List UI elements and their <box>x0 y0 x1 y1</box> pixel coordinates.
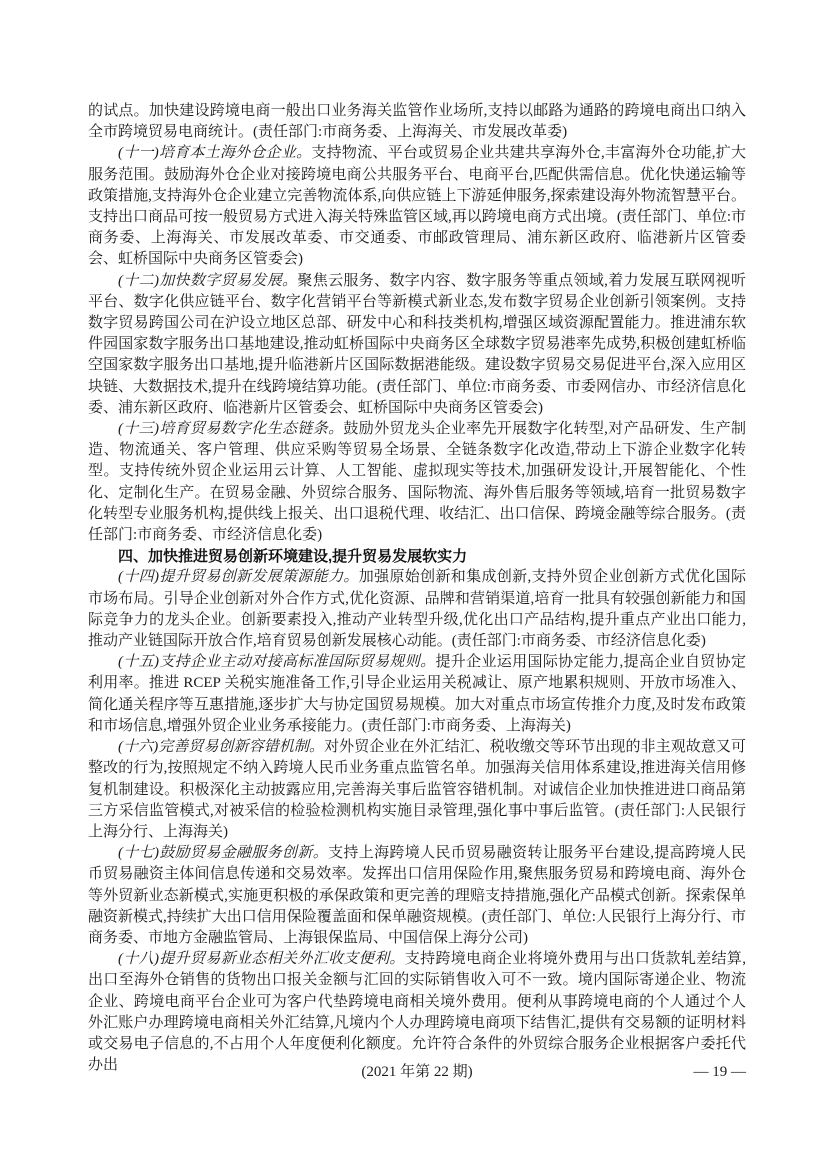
footer-page-number: — 19 — <box>693 1064 746 1080</box>
paragraph-lead: (十六)完善贸易创新容错机制。 <box>118 739 325 756</box>
paragraph-item-17 <box>88 843 746 949</box>
paragraph-item-11 <box>88 143 746 270</box>
paragraph-text: 支持跨境电商企业将境外费用与出口货款轧差结算,出口至海外仓销售的货物出口报关金额与汇回的实际销售收入可不一致。境内国际寄递企业、物流企业、跨境电商平台企业可为客户代垫跨境电商相关境外费用。便利从事跨境电商的个人通过个人外汇账户办理跨境电商相关外汇结算,凡境内个人办理跨境电商项下结售汇,提供有交易额的证明材料或交易电子信息的,不占用个人年度便利化额度。允许符合条件的外贸综合服务企业根据客户委托代办出 <box>88 951 746 1074</box>
paragraph-lead: (十八)提升贸易新业态相关外汇收支便利。 <box>118 951 405 968</box>
paragraph-text: 支持物流、平台或贸易企业共建共享海外仓,丰富海外仓功能,扩大服务范围。鼓励海外仓企业对接跨境电商公共服务平台、电商平台,匹配供需信息。优化快递运输等政策措施,支持海外仓企业建立完善物流体系,向供应链上下游延伸服务,探索建设海外物流智慧平台。支持出口商品可按一般贸易方式进入海关特殊监管区域,再以跨境电商方式出境。(责任部门、单位:市商务委、上海海关、市发展改革委、市交通委、市邮政管理局、浦东新区政府、临港新片区管委会、虹桥国际中央商务区管委会) <box>88 145 746 268</box>
paragraph-item-15 <box>88 652 746 737</box>
paragraph-text: 提升企业运用国际协定能力,提高企业自贸协定利用率。推进 RCEP 关税实施准备工作,引导企业运用关税减让、原产地累积规则、开放市场准入、简化通关程序等互惠措施,逐步扩大与协定国贸易规模。加大对重点市场宣传推介力度,及时发布政策和市场信息,增强外贸企业业务承接能力。(责任部门:市商务委、上海海关) <box>88 654 746 734</box>
paragraph-lead: (十二)加快数字贸易发展。 <box>118 272 298 289</box>
paragraph-text: 支持上海跨境人民币贸易融资转让服务平台建设,提高跨境人民币贸易融资主体间信息传递和交易效率。发挥出口信用保险作用,聚焦服务贸易和跨境电商、海外仓等外贸新业态新模式,实施更积极的承保政策和更完善的理赔支持措施,强化产品模式创新。探索保单融资新模式,持续扩大出口信用保险覆盖面和保单融资规模。(责任部门、单位:人民银行上海分行、市商务委、市地方金融监管局、上海银保监局、中国信保上海分公司) <box>88 845 746 946</box>
paragraph-text: 鼓励外贸龙头企业率先开展数字化转型,对产品研发、生产制造、物流通关、客户管理、供应采购等贸易全场景、全链条数字化改造,带动上下游企业数字化转型。支持传统外贸企业运用云计算、人工智能、虚拟现实等技术,加强研发设计,开展智能化、个性化、定制化生产。在贸易金融、外贸综合服务、国际物流、海外售后服务等领域,培育一批贸易数字化转型专业服务机构,提供线上报关、出口退税代理、收结汇、出口信保、跨境金融等综合服务。(责任部门:市商务委、市经济信息化委) <box>88 421 746 544</box>
paragraph-lead: (十四)提升贸易创新发展策源能力。 <box>118 569 359 586</box>
paragraph-continuation <box>88 101 746 143</box>
paragraph-item-12 <box>88 271 746 419</box>
section-heading-4: 四、加快推进贸易创新环境建设,提升贸易发展软实力 <box>118 548 468 566</box>
paragraph-text: 加强原始创新和集成创新,支持外贸企业创新方式优化国际市场布局。引导企业创新对外合作方式,优化资源、品牌和营销渠道,培育一批具有较强创新能力和国际竞争力的龙头企业。创新要素投入,推动产业转型升级,优化出口产品结构,提升重点产业出口能力,推动产业链国际开放合作,培育贸易创新发展核心动能。(责任部门:市商务委、市经济信息化委) <box>88 569 746 650</box>
paragraph-lead: (十一)培育本土海外仓企业。 <box>118 145 312 162</box>
paragraph-item-13 <box>88 419 746 546</box>
paragraph-text: 的试点。加快建设跨境电商一般出口业务海关监管作业场所,支持以邮路为通路的跨境电商出口纳入全市跨境贸易电商统计。(责任部门:市商务委、上海海关、市发展改革委) <box>88 103 746 141</box>
paragraph-item-14 <box>88 567 746 652</box>
paragraph-lead: (十五)支持企业主动对接高标准国际贸易规则。 <box>118 654 436 671</box>
document-body <box>88 101 746 1076</box>
footer-issue-label: (2021 年第 22 期) <box>361 1064 473 1080</box>
paragraph-item-16 <box>88 737 746 843</box>
page-footer <box>88 1061 746 1083</box>
paragraph-item-18 <box>88 949 746 1076</box>
paragraph-lead: (十七)鼓励贸易金融服务创新。 <box>118 845 329 862</box>
paragraph-lead: (十三)培育贸易数字化生态链条。 <box>118 421 344 438</box>
paragraph-text: 聚焦云服务、数字内容、数字服务等重点领域,着力发展互联网视听平台、数字化供应链平台、数字化营销平台等新模式新业态,发布数字贸易企业创新引领案例。支持数字贸易跨国公司在沪设立地区总部、研发中心和科技类机构,增强区域资源配置能力。推进浦东软件园国家数字服务出口基地建设,推动虹桥国际中央商务区全球数字贸易港率先成势,积极创建虹桥临空国家数字服务出口基地,提升临港新片区国际数据港能级。建设数字贸易交易促进平台,深入应用区块链、大数据技术,提升在线跨境结算功能。(责任部门、单位:市商务委、市委网信办、市经济信息化委、浦东新区政府、临港新片区管委会、虹桥国际中央商务区管委会) <box>88 272 746 416</box>
paragraph-text: 对外贸企业在外汇结汇、税收缴交等环节出现的非主观故意又可整改的行为,按照规定不纳入跨境人民币业务重点监管名单。加强海关信用体系建设,推进海关信用修复机制建设。积极深化主动披露应用,完善海关事后监管容错机制。对诚信企业加快推进进口商品第三方采信监管模式,对被采信的检验检测机构实施目录管理,强化事中事后监管。(责任部门:人民银行上海分行、上海海关) <box>88 739 746 840</box>
